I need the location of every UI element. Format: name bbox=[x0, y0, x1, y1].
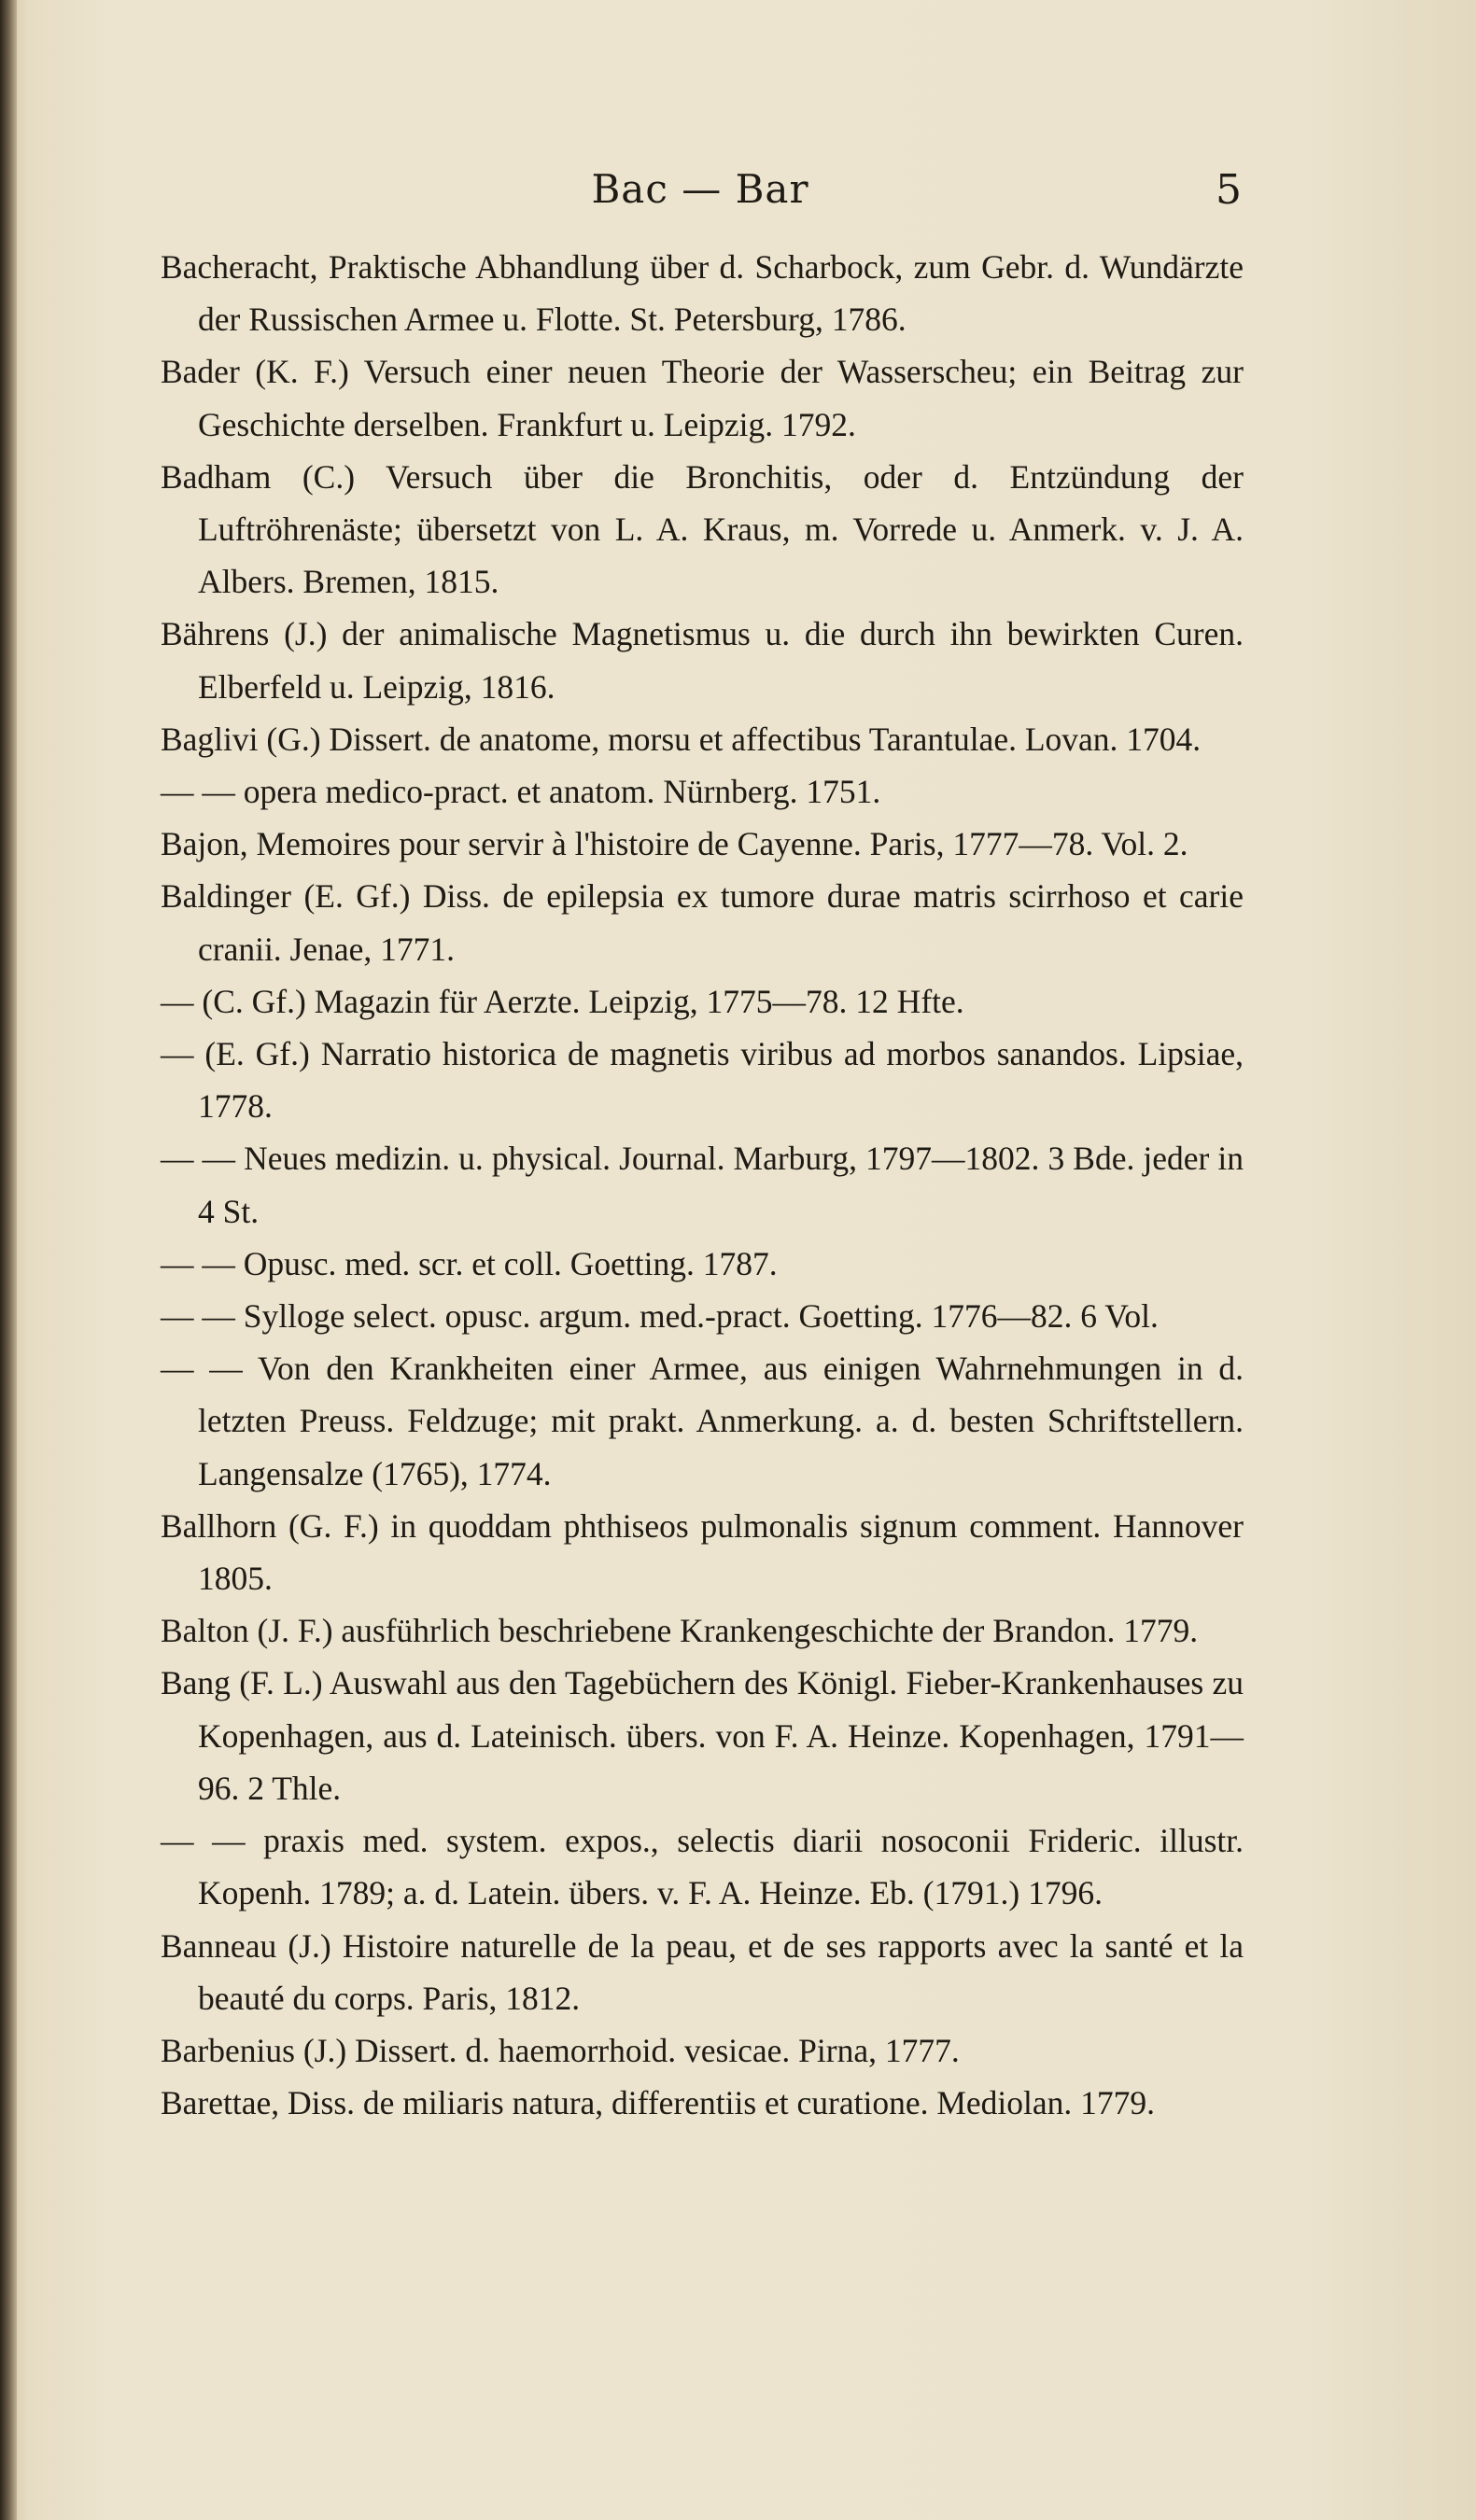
bibliography-entry: Bacheracht, Praktische Abhandlung über d. Scharbock, zum Gebr. d. Wundärzte der Russischen Armee u. Flotte. St. Petersburg, 1786. bbox=[161, 248, 1244, 339]
bibliography-entry: — — praxis med. system. expos., selectis diarii nosoconii Frideric. illustr. Kopenh. 1789; a. d. Latein. übers. v. F. A. Heinze. Eb. (1791.) 1796. bbox=[161, 1822, 1244, 1912]
bibliography-entry: Barettae, Diss. de miliaris natura, differentiis et curatione. Mediolan. 1779. bbox=[161, 2084, 1156, 2122]
bibliography-entry: Bährens (J.) der animalische Magnetismus u. die durch ihn bewirkten Curen. Elberfeld u. Leipzig, 1816. bbox=[161, 615, 1244, 706]
bibliography-entry: Ballhorn (G. F.) in quoddam phthiseos pulmonalis signum comment. Hannover 1805. bbox=[161, 1506, 1244, 1598]
bibliography-entry: Banneau (J.) Histoire naturelle de la peau, et de ses rapports avec la santé et la beauté du corps. Paris, 1812. bbox=[161, 1926, 1244, 2017]
bibliography-entry: — — Neues medizin. u. physical. Journal. Marburg, 1797—1802. 3 Bde. jeder in 4 St. bbox=[161, 1140, 1244, 1230]
bibliography-entry: — — Von den Krankheiten einer Armee, aus einigen Wahrnehmungen in d. letzten Preuss. Feldzuge; mit prakt. Anmerkung. a. d. besten Schriftstellern. Langensalze (1765), 1774. bbox=[161, 1350, 1244, 1492]
bibliography-entry: — — opera medico-pract. et anatom. Nürnberg. 1751. bbox=[161, 773, 881, 811]
bibliography-entry: Baglivi (G.) Dissert. de anatome, morsu et affectibus Tarantulae. Lovan. 1704. bbox=[161, 720, 1202, 758]
bibliography-entry: Bang (F. L.) Auswahl aus den Tagebüchern des Königl. Fieber-Krankenhauses zu Kopenhagen, aus d. Lateinisch. übers. von F. A. Heinze. Kopenhagen, 1791—96. 2 Thle. bbox=[161, 1664, 1244, 1807]
running-header bbox=[159, 166, 1242, 222]
bibliography-entry: Baldinger (E. Gf.) Diss. de epilepsia ex tumore durae matris scirrhoso et carie cranii. Jenae, 1771. bbox=[161, 877, 1244, 968]
bibliography-entry: Badham (C.) Versuch über die Bronchitis, oder d. Entzündung der Luftröhrenäste; übersetzt von L. A. Kraus, m. Vorrede u. Anmerk. v. J. A. Albers. Bremen, 1815. bbox=[161, 457, 1244, 601]
bibliography-entry: — (C. Gf.) Magazin für Aerzte. Leipzig, 1775—78. 12 Hfte. bbox=[161, 982, 964, 1020]
running-title: Bac — Bar bbox=[591, 166, 809, 212]
bibliography-entry: Balton (J. F.) ausführlich beschriebene Krankengeschichte der Brandon. 1779. bbox=[161, 1612, 1199, 1650]
page-number: 5 bbox=[1216, 166, 1242, 214]
bibliography-entry: Barbenius (J.) Dissert. d. haemorrhoid. vesicae. Pirna, 1777. bbox=[161, 2031, 960, 2069]
bibliography-entry: — — Sylloge select. opusc. argum. med.-pract. Goetting. 1776—82. 6 Vol. bbox=[161, 1297, 1159, 1336]
bibliography-entry: Bader (K. F.) Versuch einer neuen Theorie der Wasserscheu; ein Beitrag zur Geschichte derselben. Frankfurt u. Leipzig. 1792. bbox=[161, 353, 1244, 443]
book-spine-edge bbox=[0, 0, 17, 2520]
bibliography-entry: — — Opusc. med. scr. et coll. Goetting. 1787. bbox=[161, 1244, 778, 1282]
bibliography-list bbox=[161, 241, 1244, 2129]
bibliography-entry: — (E. Gf.) Narratio historica de magnetis viribus ad morbos sanandos. Lipsiae, 1778. bbox=[161, 1035, 1244, 1126]
bibliography-entry: Bajon, Memoires pour servir à l'histoire de Cayenne. Paris, 1777—78. Vol. 2. bbox=[161, 825, 1188, 863]
